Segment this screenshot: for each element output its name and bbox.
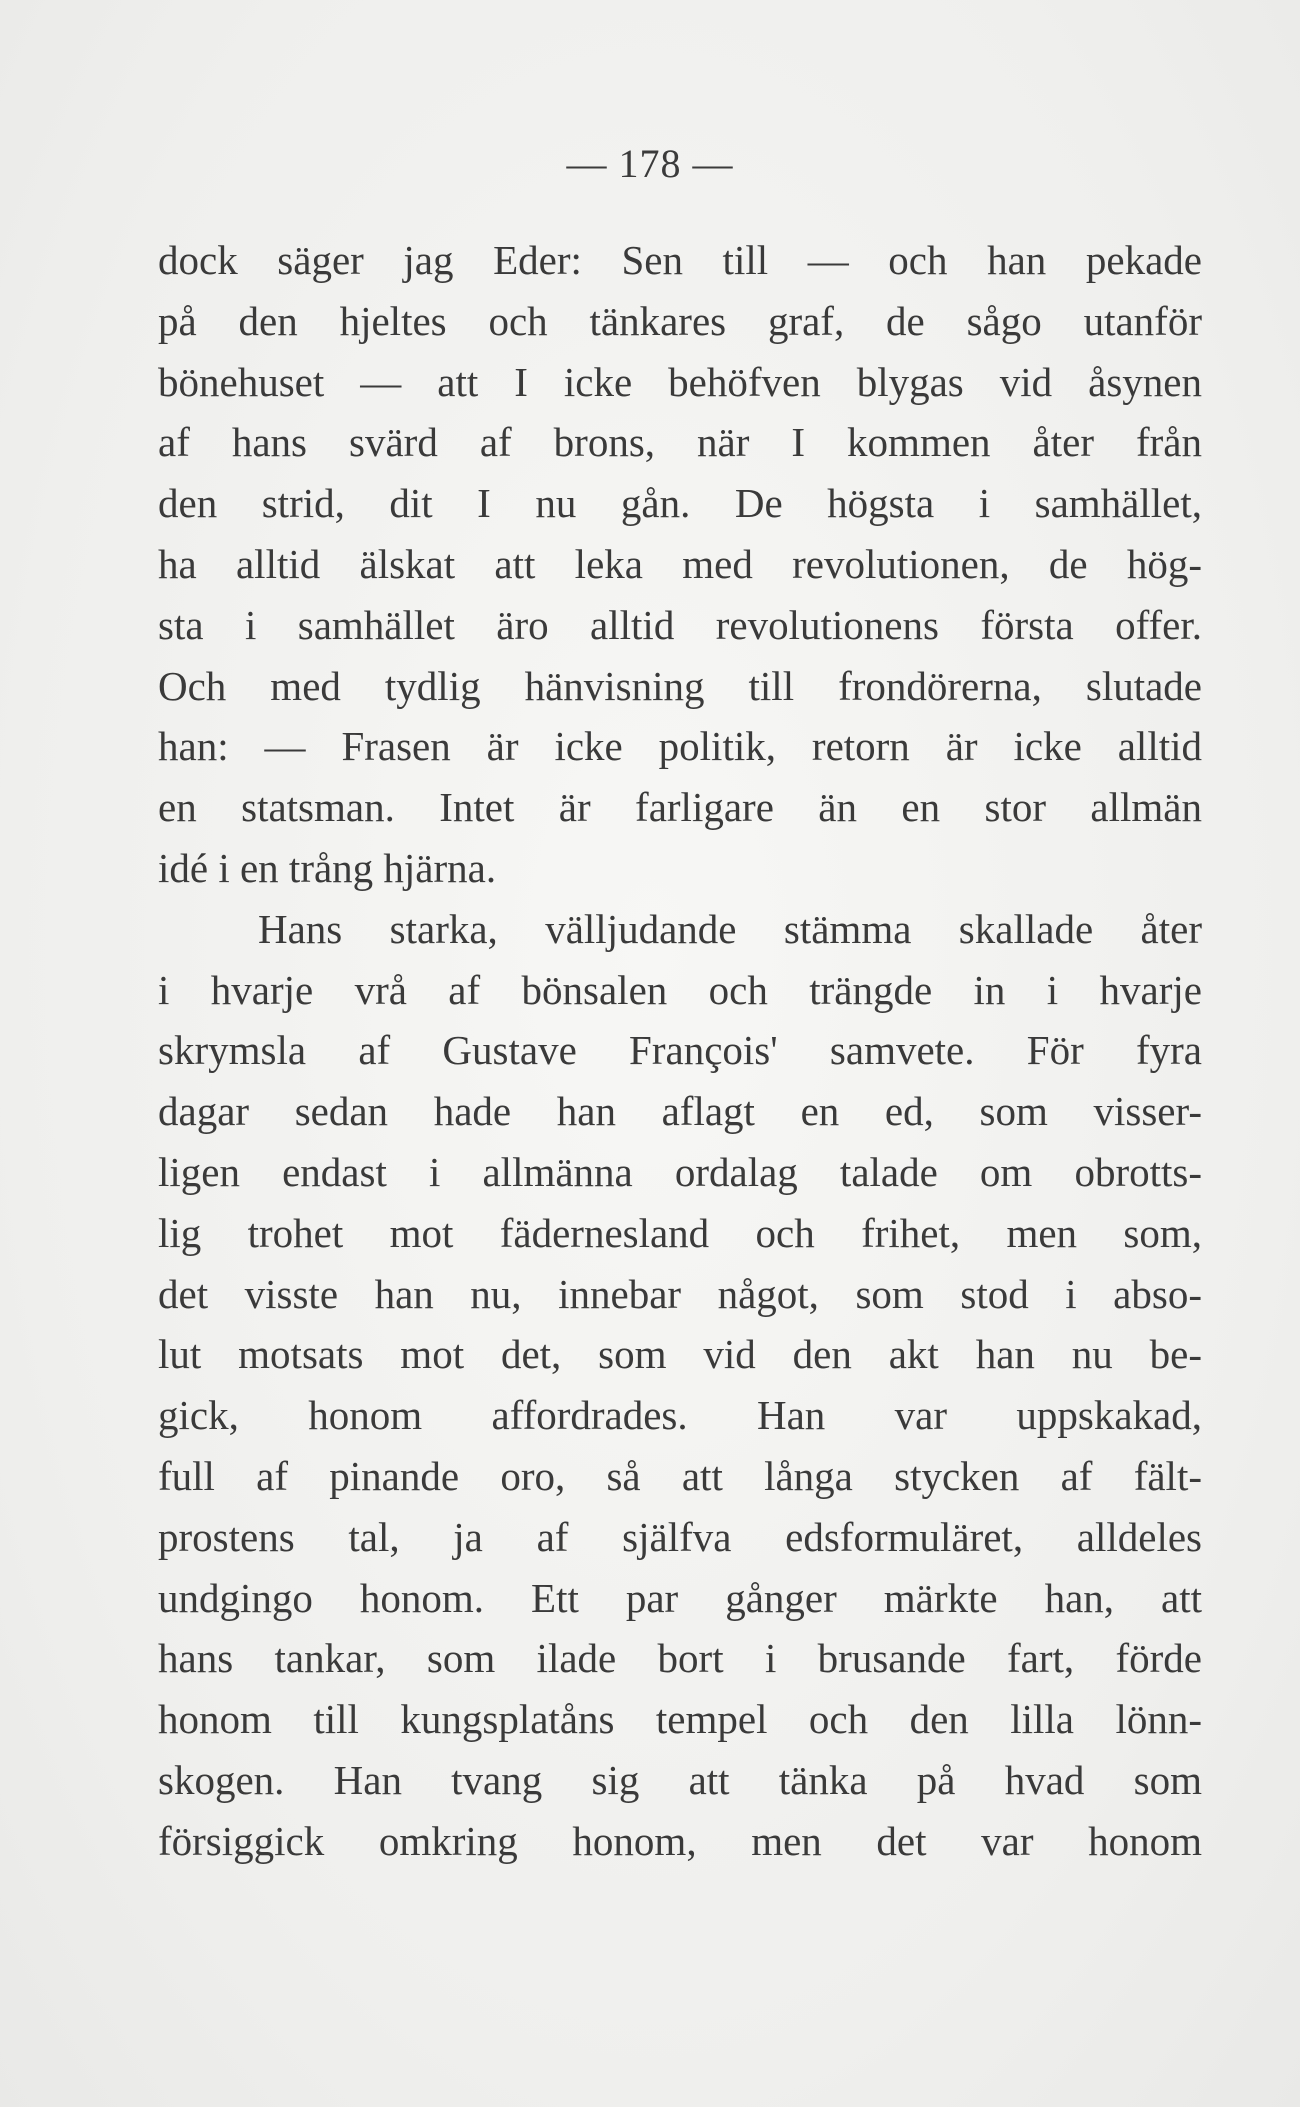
text-line: den strid, dit I nu gån. De högsta i samhället, xyxy=(158,480,1202,527)
text-line: bönehuset — att I icke behöfven blygas vid åsynen xyxy=(158,358,1202,405)
text-line: han: — Frasen är icke politik, retorn är icke alltid xyxy=(158,723,1202,770)
text-line: full af pinande oro, så att långa stycken af fält- xyxy=(158,1452,1202,1499)
text-line: en statsman. Intet är farligare än en stor allmän xyxy=(158,784,1202,831)
text-line: hans tankar, som ilade bort i brusande fart, förde xyxy=(158,1635,1202,1682)
text-line: af hans svärd af brons, när I kommen åter från xyxy=(158,419,1202,466)
page-number: — 178 — xyxy=(566,141,734,186)
paragraph-start-line: Hans starka, välljudande stämma skallade åter xyxy=(258,905,1202,952)
text-line: lut motsats mot det, som vid den akt han nu be- xyxy=(158,1331,1202,1378)
text-line: på den hjeltes och tänkares graf, de sågo utanför xyxy=(158,297,1202,344)
text-line: försiggick omkring honom, men det var honom xyxy=(158,1817,1202,1864)
body-text xyxy=(158,230,1202,1872)
text-line: ligen endast i allmänna ordalag talade om obrotts- xyxy=(158,1148,1202,1195)
text-line: sta i samhället äro alltid revolutionens första offer. xyxy=(158,601,1202,648)
text-line: skrymsla af Gustave François' samvete. För fyra xyxy=(158,1027,1202,1074)
text-line: dagar sedan hade han aflagt en ed, som visser- xyxy=(158,1088,1202,1135)
text-line: honom till kungsplatåns tempel och den lilla lönn- xyxy=(158,1696,1202,1743)
text-line: det visste han nu, innebar något, som stod i abso- xyxy=(158,1270,1202,1317)
text-line: skogen. Han tvang sig att tänka på hvad som xyxy=(158,1756,1202,1803)
text-line: lig trohet mot fädernesland och frihet, men som, xyxy=(158,1209,1202,1256)
text-line: dock säger jag Eder: Sen till — och han pekade xyxy=(158,237,1202,283)
paragraph-end-line: idé i en trång hjärna. xyxy=(158,844,497,891)
text-line: undgingo honom. Ett par gånger märkte han, att xyxy=(158,1574,1202,1621)
text-line: Och med tydlig hänvisning till frondörerna, slutade xyxy=(158,662,1202,709)
text-line: ha alltid älskat att leka med revolutionen, de hög- xyxy=(158,540,1202,587)
text-line: gick, honom affordrades. Han var uppskakad, xyxy=(158,1392,1202,1439)
text-line: prostens tal, ja af själfva edsformuläret, alldeles xyxy=(158,1513,1202,1560)
text-line: i hvarje vrå af bönsalen och trängde in i hvarje xyxy=(158,966,1202,1013)
